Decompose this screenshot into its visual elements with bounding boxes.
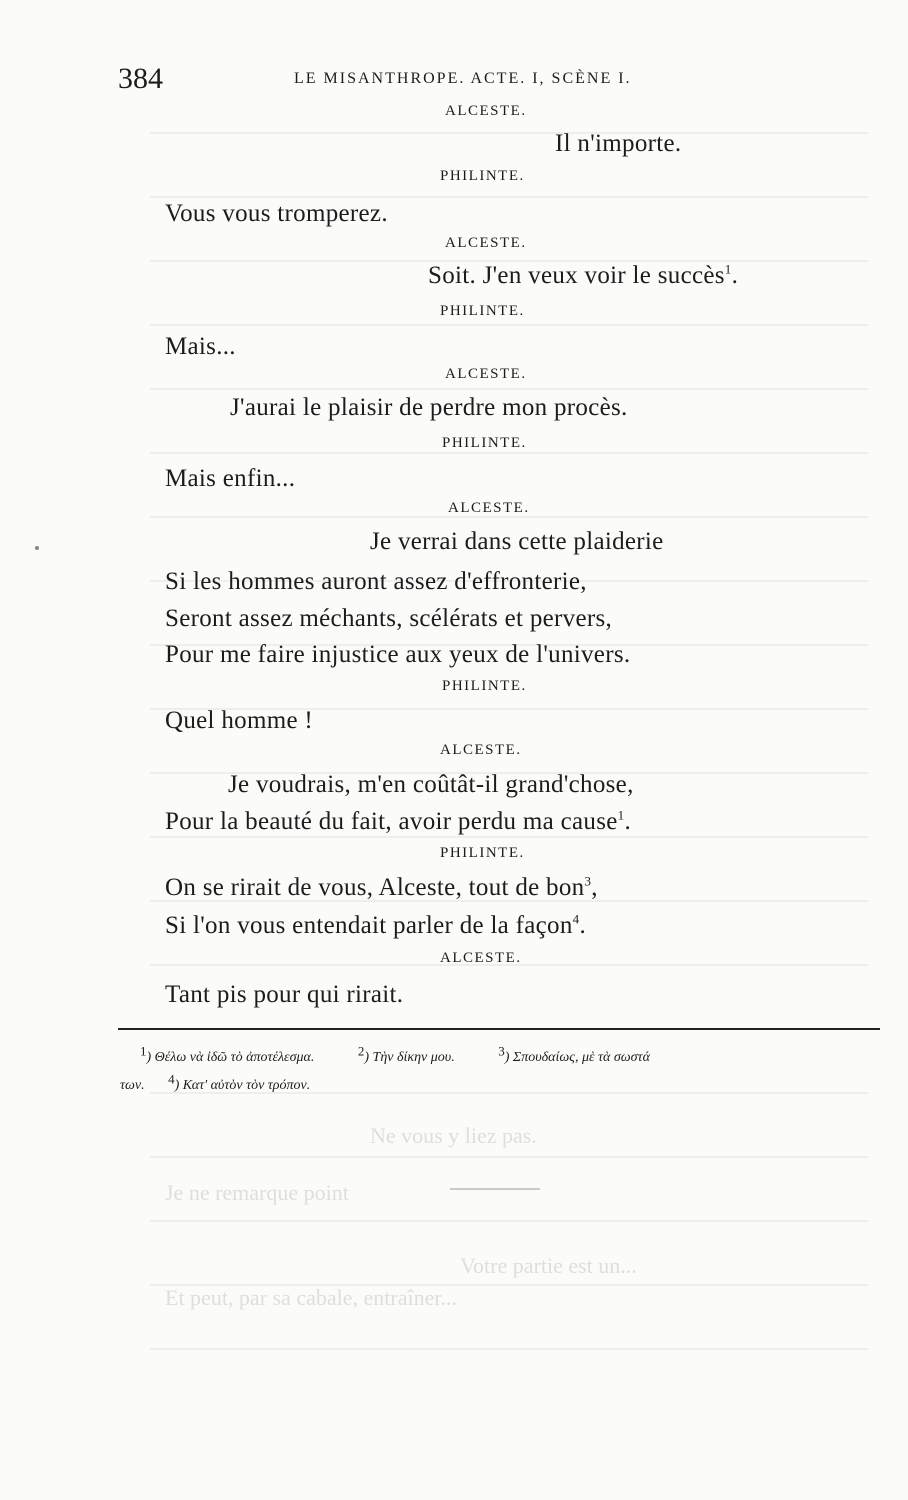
footnote-text: Σπουδαίως, μὲ τὰ σωστά (512, 1050, 650, 1065)
line-text: ALCESTE. (445, 103, 527, 119)
speaker-name (440, 845, 525, 862)
line-punctuation: . (624, 808, 631, 835)
footnote-mark: 4 (168, 1071, 175, 1087)
line-text: PHILINTE. (440, 845, 525, 861)
line-text: Quel homme ! (165, 707, 314, 734)
bleed-through-text: Votre partie est un... (460, 1253, 637, 1278)
verse-line (165, 981, 403, 1009)
speaker-name (445, 235, 527, 252)
verse-line (165, 641, 630, 669)
line-text: Soit. J'en veux voir le succès (428, 262, 725, 289)
line-text: J'aurai le plaisir de perdre mon procès. (230, 394, 628, 421)
line-text: ALCESTE. (448, 500, 530, 516)
verse-line (165, 333, 236, 361)
running-header (118, 62, 728, 96)
verse-line (428, 262, 738, 290)
running-title: LE MISANTHROPE. ACTE. I, SCÈNE I. (294, 70, 632, 87)
line-text: ALCESTE. (440, 742, 522, 758)
footnote-mark: 3 (498, 1043, 505, 1059)
line-text: ALCESTE. (445, 366, 527, 382)
line-punctuation: . (579, 912, 587, 939)
verse-line (165, 200, 388, 228)
line-text: PHILINTE. (442, 678, 527, 694)
verse-line (165, 808, 631, 836)
footnote-ref: 1 (617, 807, 625, 823)
footnote-2: $^2$) Τὴν δίκην μου. (357, 1043, 455, 1065)
speaker-name (445, 366, 527, 383)
footnote-rule (118, 1028, 880, 1030)
paper-speck (35, 546, 39, 550)
speaker-name (442, 678, 527, 695)
bleed-through-text: Je ne remarque point (165, 1180, 349, 1205)
footnote-line-1 (140, 1043, 650, 1066)
line-text: Je verrai dans cette plaiderie (370, 528, 664, 555)
footnote-1: $^1$) Θέλω νὰ ἰδῶ τὸ ἀποτέλεσμα. (140, 1043, 315, 1065)
line-text: Vous vous tromperez. (165, 200, 388, 227)
speaker-name (448, 500, 530, 517)
line-punctuation: , (591, 874, 598, 901)
verse-line (165, 707, 313, 735)
footnote-3: $^3$) Σπουδαίως, μὲ τὰ σωστά (498, 1043, 650, 1065)
page-number: 384 (118, 62, 163, 95)
bleed-through-text: Ne vous y liez pas. (370, 1123, 537, 1148)
footnote-ref: 4 (572, 911, 580, 927)
footnote-continuation: των. (120, 1078, 145, 1093)
line-text: Mais... (165, 333, 236, 360)
speaker-name (440, 950, 522, 967)
footnote-text: Θέλω νὰ ἰδῶ τὸ ἀποτέλεσμα. (154, 1050, 315, 1065)
line-text: PHILINTE. (442, 435, 527, 451)
footnote-mark: 1 (140, 1043, 147, 1059)
line-text: ALCESTE. (445, 235, 527, 251)
line-text: Si les hommes auront assez d'effronterie, (165, 568, 587, 595)
verse-line (555, 130, 681, 158)
footnote-mark: 2 (357, 1043, 365, 1059)
line-text: PHILINTE. (440, 303, 525, 319)
footnote-4: $^4$) Κατ' αὐτὸν τὸν τρόπον. (168, 1071, 311, 1093)
verse-line (370, 528, 664, 556)
speaker-name (445, 103, 527, 120)
line-text: Si l'on vous entendait parler de la façon (165, 912, 573, 939)
footnote-text: Κατ' αὐτὸν τὸν τρόπον. (182, 1078, 311, 1093)
line-text: Pour la beauté du fait, avoir perdu ma cause (165, 808, 618, 835)
line-text: Pour me faire injustice aux yeux de l'univers. (165, 641, 631, 668)
line-text: ALCESTE. (440, 950, 522, 966)
speaker-name (440, 742, 522, 759)
footnote-text: Τὴν δίκην μου. (372, 1050, 455, 1065)
footnote-ref: 3 (584, 873, 592, 889)
verse-line (165, 568, 587, 596)
footnote-line-2 (120, 1071, 311, 1094)
verse-line (165, 465, 295, 493)
verse-line (228, 771, 634, 799)
bleed-through-ornament (450, 1188, 540, 1196)
line-text: Il n'importe. (555, 130, 682, 157)
speaker-name (442, 435, 527, 452)
line-punctuation: . (731, 262, 739, 289)
speaker-name (440, 168, 525, 185)
footnote-ref: 1 (724, 261, 732, 277)
bleed-through-text: Et peut, par sa cabale, entraîner... (165, 1285, 457, 1310)
line-text: Tant pis pour qui rirait. (165, 981, 404, 1008)
line-text: Je voudrais, m'en coûtât-il grand'chose, (228, 771, 634, 798)
line-text: On se rirait de vous, Alceste, tout de bon (165, 874, 585, 901)
verse-line (230, 394, 628, 422)
line-text: Mais enfin... (165, 465, 296, 492)
line-text: Seront assez méchants, scélérats et pervers, (165, 605, 613, 632)
verse-line (165, 912, 586, 940)
line-text: PHILINTE. (440, 168, 525, 184)
verse-line (165, 605, 612, 633)
speaker-name (440, 303, 525, 320)
verse-line (165, 874, 598, 902)
